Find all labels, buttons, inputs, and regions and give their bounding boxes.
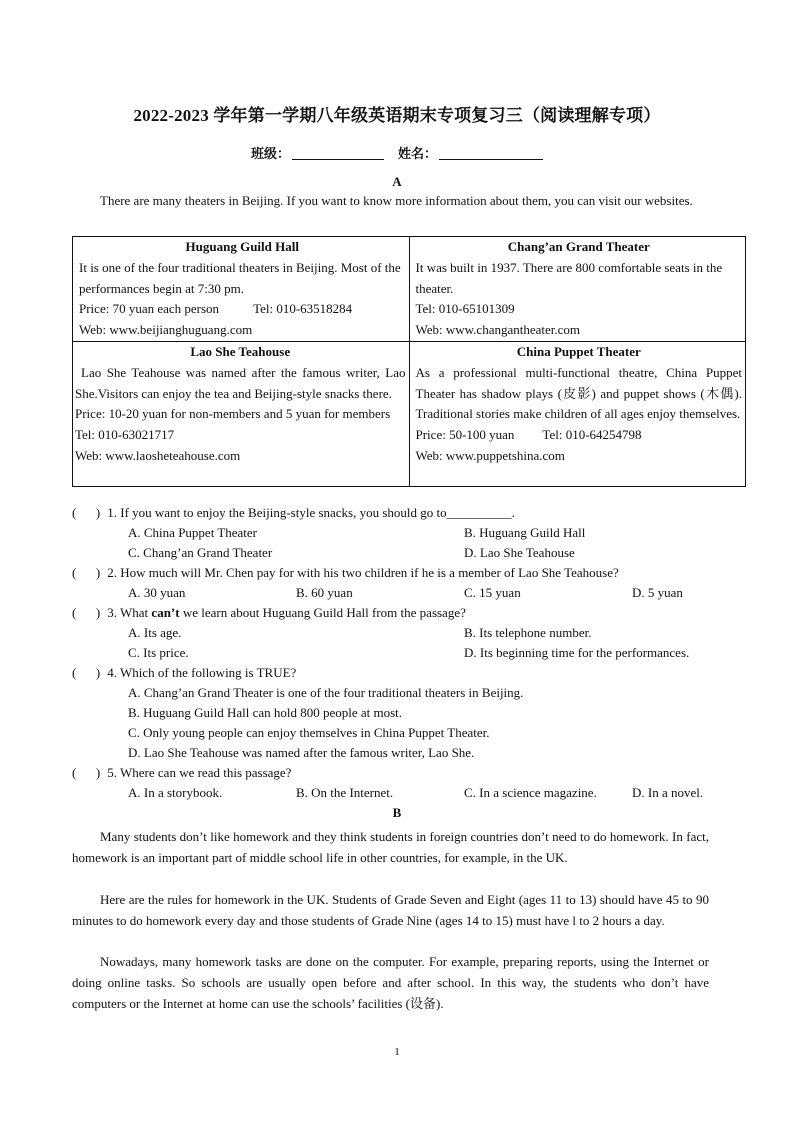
- theater-web: Web: www.beijianghuguang.com: [79, 322, 253, 338]
- question-text-pre: 3. What: [107, 605, 152, 620]
- theater-cell-huguang: [73, 237, 410, 342]
- theater-tel: Tel: 010-63518284: [253, 301, 353, 317]
- question-text: 4. Which of the following is TRUE?: [107, 665, 297, 680]
- theater-tel: Tel: 010-63021717: [75, 427, 175, 443]
- option-b[interactable]: B. Huguang Guild Hall: [464, 525, 586, 540]
- option-c[interactable]: C. Only young people can enjoy themselves in China Puppet Theater.: [128, 725, 490, 740]
- answer-bracket[interactable]: ( ): [72, 505, 101, 520]
- question-4: [72, 663, 732, 683]
- option-a[interactable]: A. Chang’an Grand Theater is one of the four traditional theaters in Beijing.: [128, 685, 524, 700]
- theater-table: [72, 236, 746, 487]
- theater-name: Huguang Guild Hall: [185, 239, 299, 254]
- option-a[interactable]: A. China Puppet Theater: [128, 525, 258, 540]
- option-d[interactable]: D. Lao She Teahouse: [464, 545, 575, 560]
- theater-price: Price: 50-100 yuan: [415, 427, 515, 443]
- student-info-line: [0, 144, 794, 164]
- page-title: 2022-2023 学年第一学期八年级英语期末专项复习三（阅读理解专项）: [133, 106, 661, 125]
- theater-cell-laoshe: [73, 342, 410, 487]
- section-b-heading: B: [392, 805, 402, 820]
- question-text-emphasis: can’t: [151, 605, 180, 620]
- answer-bracket[interactable]: ( ): [72, 605, 101, 620]
- theater-price-tel: [79, 299, 406, 320]
- theater-web: Web: www.changantheater.com: [415, 322, 581, 338]
- theater-price: Price: 70 yuan each person: [79, 301, 220, 317]
- option-c[interactable]: C. Its price.: [128, 645, 189, 660]
- question-2: [72, 563, 732, 583]
- option-b[interactable]: B. 60 yuan: [296, 585, 353, 600]
- option-c[interactable]: C. 15 yuan: [464, 585, 521, 600]
- option-a[interactable]: A. Its age.: [128, 625, 182, 640]
- option-c[interactable]: C. Chang’an Grand Theater: [128, 545, 273, 560]
- section-b-paragraph-3: Nowadays, many homework tasks are done on the computer. For example, preparing reports, using the Internet or doing online tasks. So schools are usually open before and after school. In this way, the students who don’t have computers or the Internet at home can use the schools’ facilities (设备).: [72, 954, 709, 1011]
- question-1: [72, 503, 732, 523]
- option-d[interactable]: D. 5 yuan: [632, 585, 683, 600]
- theater-price-tel: [416, 425, 743, 446]
- answer-bracket[interactable]: ( ): [72, 565, 101, 580]
- section-a-heading: A: [392, 174, 402, 189]
- question-text: 5. Where can we read this passage?: [107, 765, 292, 780]
- theater-desc: Lao She Teahouse was named after the famous writer, Lao She.Visitors can enjoy the tea and Beijing-style snacks there.: [75, 364, 406, 401]
- option-c[interactable]: C. In a science magazine.: [464, 785, 597, 800]
- theater-name: China Puppet Theater: [516, 344, 641, 359]
- option-b[interactable]: B. On the Internet.: [296, 785, 394, 800]
- theater-name: Chang’an Grand Theater: [507, 239, 650, 254]
- question-text-post: we learn about Huguang Guild Hall from the passage?: [179, 605, 466, 620]
- option-b[interactable]: B. Its telephone number.: [464, 625, 592, 640]
- theater-name: Lao She Teahouse: [190, 344, 291, 359]
- option-d[interactable]: D. Lao She Teahouse was named after the famous writer, Lao She.: [128, 745, 475, 760]
- page-number: 1: [394, 1046, 400, 1058]
- theater-desc: It is one of the four traditional theaters in Beijing. Most of the performances begin at 7:30 pm.: [79, 259, 401, 296]
- theater-tel: Tel: 010-64254798: [542, 427, 642, 443]
- class-label: 班级：: [250, 146, 290, 161]
- theater-web: Web: www.puppetshina.com: [415, 447, 565, 463]
- name-blank[interactable]: [439, 145, 543, 160]
- question-3: [72, 603, 732, 623]
- theater-tel: Tel: 010-65101309: [415, 301, 515, 317]
- question-5: [72, 763, 732, 783]
- option-d[interactable]: D. Its beginning time for the performances.: [464, 645, 690, 660]
- option-d[interactable]: D. In a novel.: [632, 785, 704, 800]
- theater-cell-puppet: [409, 342, 746, 487]
- section-b-paragraph-2: Here are the rules for homework in the UK. Students of Grade Seven and Eight (ages 11 to 13) should have 45 to 90 minutes to do homework every day and those students of Grade Nine (ages 14 to 15) must have l to 2 hours a day.: [72, 892, 709, 928]
- option-a[interactable]: A. In a storybook.: [128, 785, 223, 800]
- question-text: 1. If you want to enjoy the Beijing-style snacks, you should go to__________.: [107, 505, 515, 520]
- option-a[interactable]: A. 30 yuan: [128, 585, 186, 600]
- option-b[interactable]: B. Huguang Guild Hall can hold 800 people at most.: [128, 705, 403, 720]
- answer-bracket[interactable]: ( ): [72, 765, 101, 780]
- section-a-intro: There are many theaters in Beijing. If you want to know more information about them, you can visit our websites.: [100, 193, 693, 208]
- theater-desc: It was built in 1937. There are 800 comfortable seats in the theater.: [415, 259, 723, 296]
- theater-desc: As a professional multi-functional theatre, China Puppet Theater has shadow plays (皮影) and puppet shows (木偶). Traditional stories make children of all ages enjoy themselves.: [415, 364, 742, 422]
- question-text: 2. How much will Mr. Chen pay for with his two children if he is a member of Lao She Teahouse?: [107, 565, 619, 580]
- theater-price: Price: 10-20 yuan for non-members and 5 yuan for members: [75, 406, 391, 422]
- theater-web: Web: www.laosheteahouse.com: [75, 447, 241, 463]
- section-b-paragraph-1: Many students don’t like homework and they think students in foreign countries don’t need to do homework. In fact, homework is an important part of middle school life in other countries, for example, in the UK.: [72, 829, 709, 865]
- name-label: 姓名：: [398, 146, 438, 161]
- theater-cell-changan: [409, 237, 746, 342]
- class-blank[interactable]: [292, 145, 384, 160]
- answer-bracket[interactable]: ( ): [72, 665, 101, 680]
